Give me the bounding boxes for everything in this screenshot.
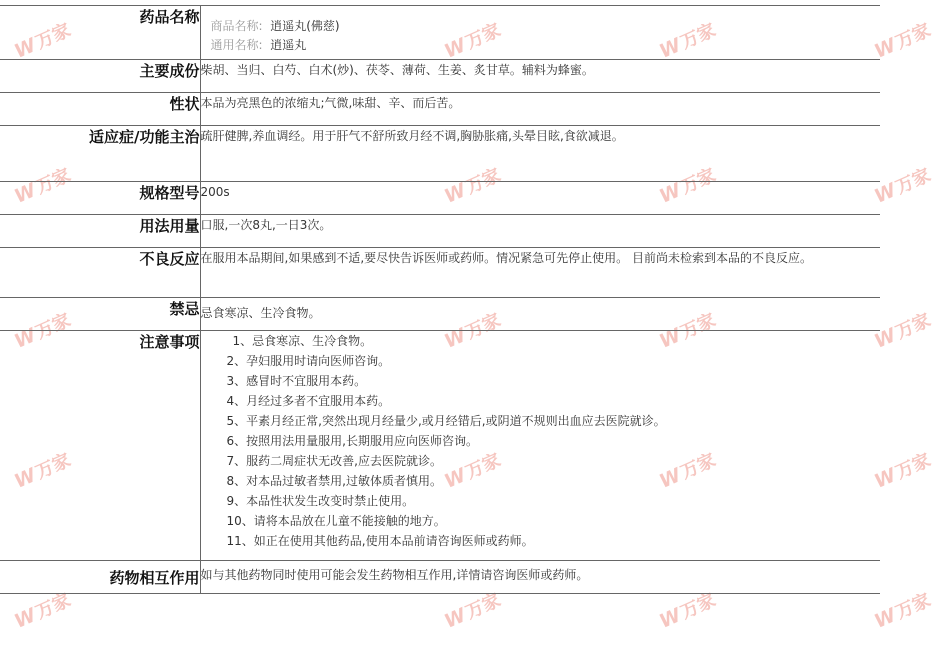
label-precautions: 注意事项 <box>0 331 200 561</box>
label-contraindications: 禁忌 <box>0 298 200 331</box>
watermark-text: 万家 <box>462 589 505 624</box>
watermark-logo-icon: W <box>656 464 685 493</box>
watermark-logo-icon: W <box>871 464 900 493</box>
row-contraindications <box>0 298 880 331</box>
watermark-logo-icon: W <box>441 324 470 353</box>
value-indications: 疏肝健脾,养血调经。用于肝气不舒所致月经不调,胸胁胀痛,头晕目眩,食欲减退。 <box>200 126 880 182</box>
watermark-text: 万家 <box>892 589 934 624</box>
watermark-logo-icon: W <box>441 604 470 633</box>
label-indications: 适应症/功能主治 <box>0 126 200 182</box>
value-interactions: 如与其他药物同时使用可能会发生药物相互作用,详情请咨询医师或药师。 <box>200 561 880 594</box>
precaution-item: 7、服药二周症状无改善,应去医院就诊。 <box>226 454 442 468</box>
watermark-text: 万家 <box>462 309 505 344</box>
label-appearance: 性状 <box>0 93 200 126</box>
watermark-logo-icon: W <box>871 179 900 208</box>
row-indications <box>0 126 880 182</box>
row-adverse-reactions <box>0 248 880 298</box>
watermark-logo-icon: W <box>871 34 900 63</box>
value-product-name <box>200 6 880 60</box>
precaution-item: 1、忌食寒凉、生冷食物。 <box>232 334 373 348</box>
label-adverse-reactions: 不良反应 <box>0 248 200 298</box>
watermark-text: 万家 <box>677 19 720 54</box>
precaution-item: 2、孕妇服用时请向医师咨询。 <box>226 354 391 368</box>
row-precautions <box>0 331 880 561</box>
precaution-item: 5、平素月经正常,突然出现月经量少,或月经错后,或阴道不规则出血应去医院就诊。 <box>226 414 666 428</box>
watermark-logo-icon: W <box>441 464 470 493</box>
generic-name-label: 通用名称: <box>210 38 263 52</box>
precaution-item: 4、月经过多者不宜服用本药。 <box>226 394 391 408</box>
watermark-text: 万家 <box>32 449 75 484</box>
value-dosage: 口服,一次8丸,一日3次。 <box>200 215 880 248</box>
precaution-item: 6、按照用法用量服用,长期服用应向医师咨询。 <box>226 434 478 448</box>
watermark-logo-icon: W <box>11 464 40 493</box>
value-precautions <box>200 331 880 561</box>
watermark-text: 万家 <box>32 19 75 54</box>
value-appearance: 本品为亮黑色的浓缩丸;气微,味甜、辛、而后苦。 <box>200 93 880 126</box>
watermark-logo-icon: W <box>656 604 685 633</box>
drug-spec-table <box>0 5 880 594</box>
label-ingredients: 主要成份 <box>0 60 200 93</box>
precaution-item: 8、对本品过敏者禁用,过敏体质者慎用。 <box>226 474 442 488</box>
label-product-name: 药品名称 <box>0 6 200 60</box>
value-ingredients: 柴胡、当归、白芍、白术(炒)、茯苓、薄荷、生姜、炙甘草。辅料为蜂蜜。 <box>200 60 880 93</box>
watermark-text: 万家 <box>462 19 505 54</box>
precaution-item: 11、如正在使用其他药品,使用本品前请咨询医师或药师。 <box>226 534 534 548</box>
watermark-logo-icon: W <box>11 179 40 208</box>
row-appearance <box>0 93 880 126</box>
value-adverse-reactions: 在服用本品期间,如果感到不适,要尽快告诉医师或药师。情况紧急可先停止使用。 目前尚未检索到本品的不良反应。 <box>200 248 880 298</box>
watermark-logo-icon: W <box>441 179 470 208</box>
row-ingredients <box>0 60 880 93</box>
row-product-name <box>0 6 880 60</box>
label-interactions: 药物相互作用 <box>0 561 200 594</box>
trade-name-label: 商品名称: <box>210 19 263 33</box>
watermark-text: 万家 <box>892 19 934 54</box>
value-contraindications: 忌食寒凉、生冷食物。 <box>200 298 880 331</box>
watermark-logo-icon: W <box>11 324 40 353</box>
generic-name: 逍遥丸 <box>270 38 307 52</box>
watermark-text: 万家 <box>892 449 934 484</box>
value-specification: 200s <box>200 182 880 215</box>
watermark-logo-icon: W <box>441 34 470 63</box>
watermark-text: 万家 <box>32 164 75 199</box>
watermark-text: 万家 <box>32 309 75 344</box>
watermark-logo-icon: W <box>656 179 685 208</box>
generic-name-line <box>211 36 881 55</box>
watermark-text: 万家 <box>892 164 934 199</box>
watermark-text: 万家 <box>892 309 934 344</box>
watermark-logo-icon: W <box>871 324 900 353</box>
label-specification: 规格型号 <box>0 182 200 215</box>
row-specification <box>0 182 880 215</box>
trade-name-line <box>211 17 881 36</box>
watermark-logo-icon: W <box>656 324 685 353</box>
watermark-text: 万家 <box>677 449 720 484</box>
row-interactions <box>0 561 880 594</box>
watermark-logo-icon: W <box>11 604 40 633</box>
label-dosage: 用法用量 <box>0 215 200 248</box>
watermark-logo-icon: W <box>871 604 900 633</box>
precaution-item: 10、请将本品放在儿童不能接触的地方。 <box>226 514 446 528</box>
row-dosage <box>0 215 880 248</box>
watermark-text: 万家 <box>462 164 505 199</box>
watermark-logo-icon: W <box>656 34 685 63</box>
watermark-text: 万家 <box>32 589 75 624</box>
watermark-text: 万家 <box>677 309 720 344</box>
watermark-text: 万家 <box>677 589 720 624</box>
trade-name: 逍遥丸(佛慈) <box>270 19 340 33</box>
watermark-logo-icon: W <box>11 34 40 63</box>
watermark-text: 万家 <box>677 164 720 199</box>
precaution-item: 9、本品性状发生改变时禁止使用。 <box>226 494 415 508</box>
watermark-text: 万家 <box>462 449 505 484</box>
precaution-item: 3、感冒时不宜服用本药。 <box>226 374 367 388</box>
